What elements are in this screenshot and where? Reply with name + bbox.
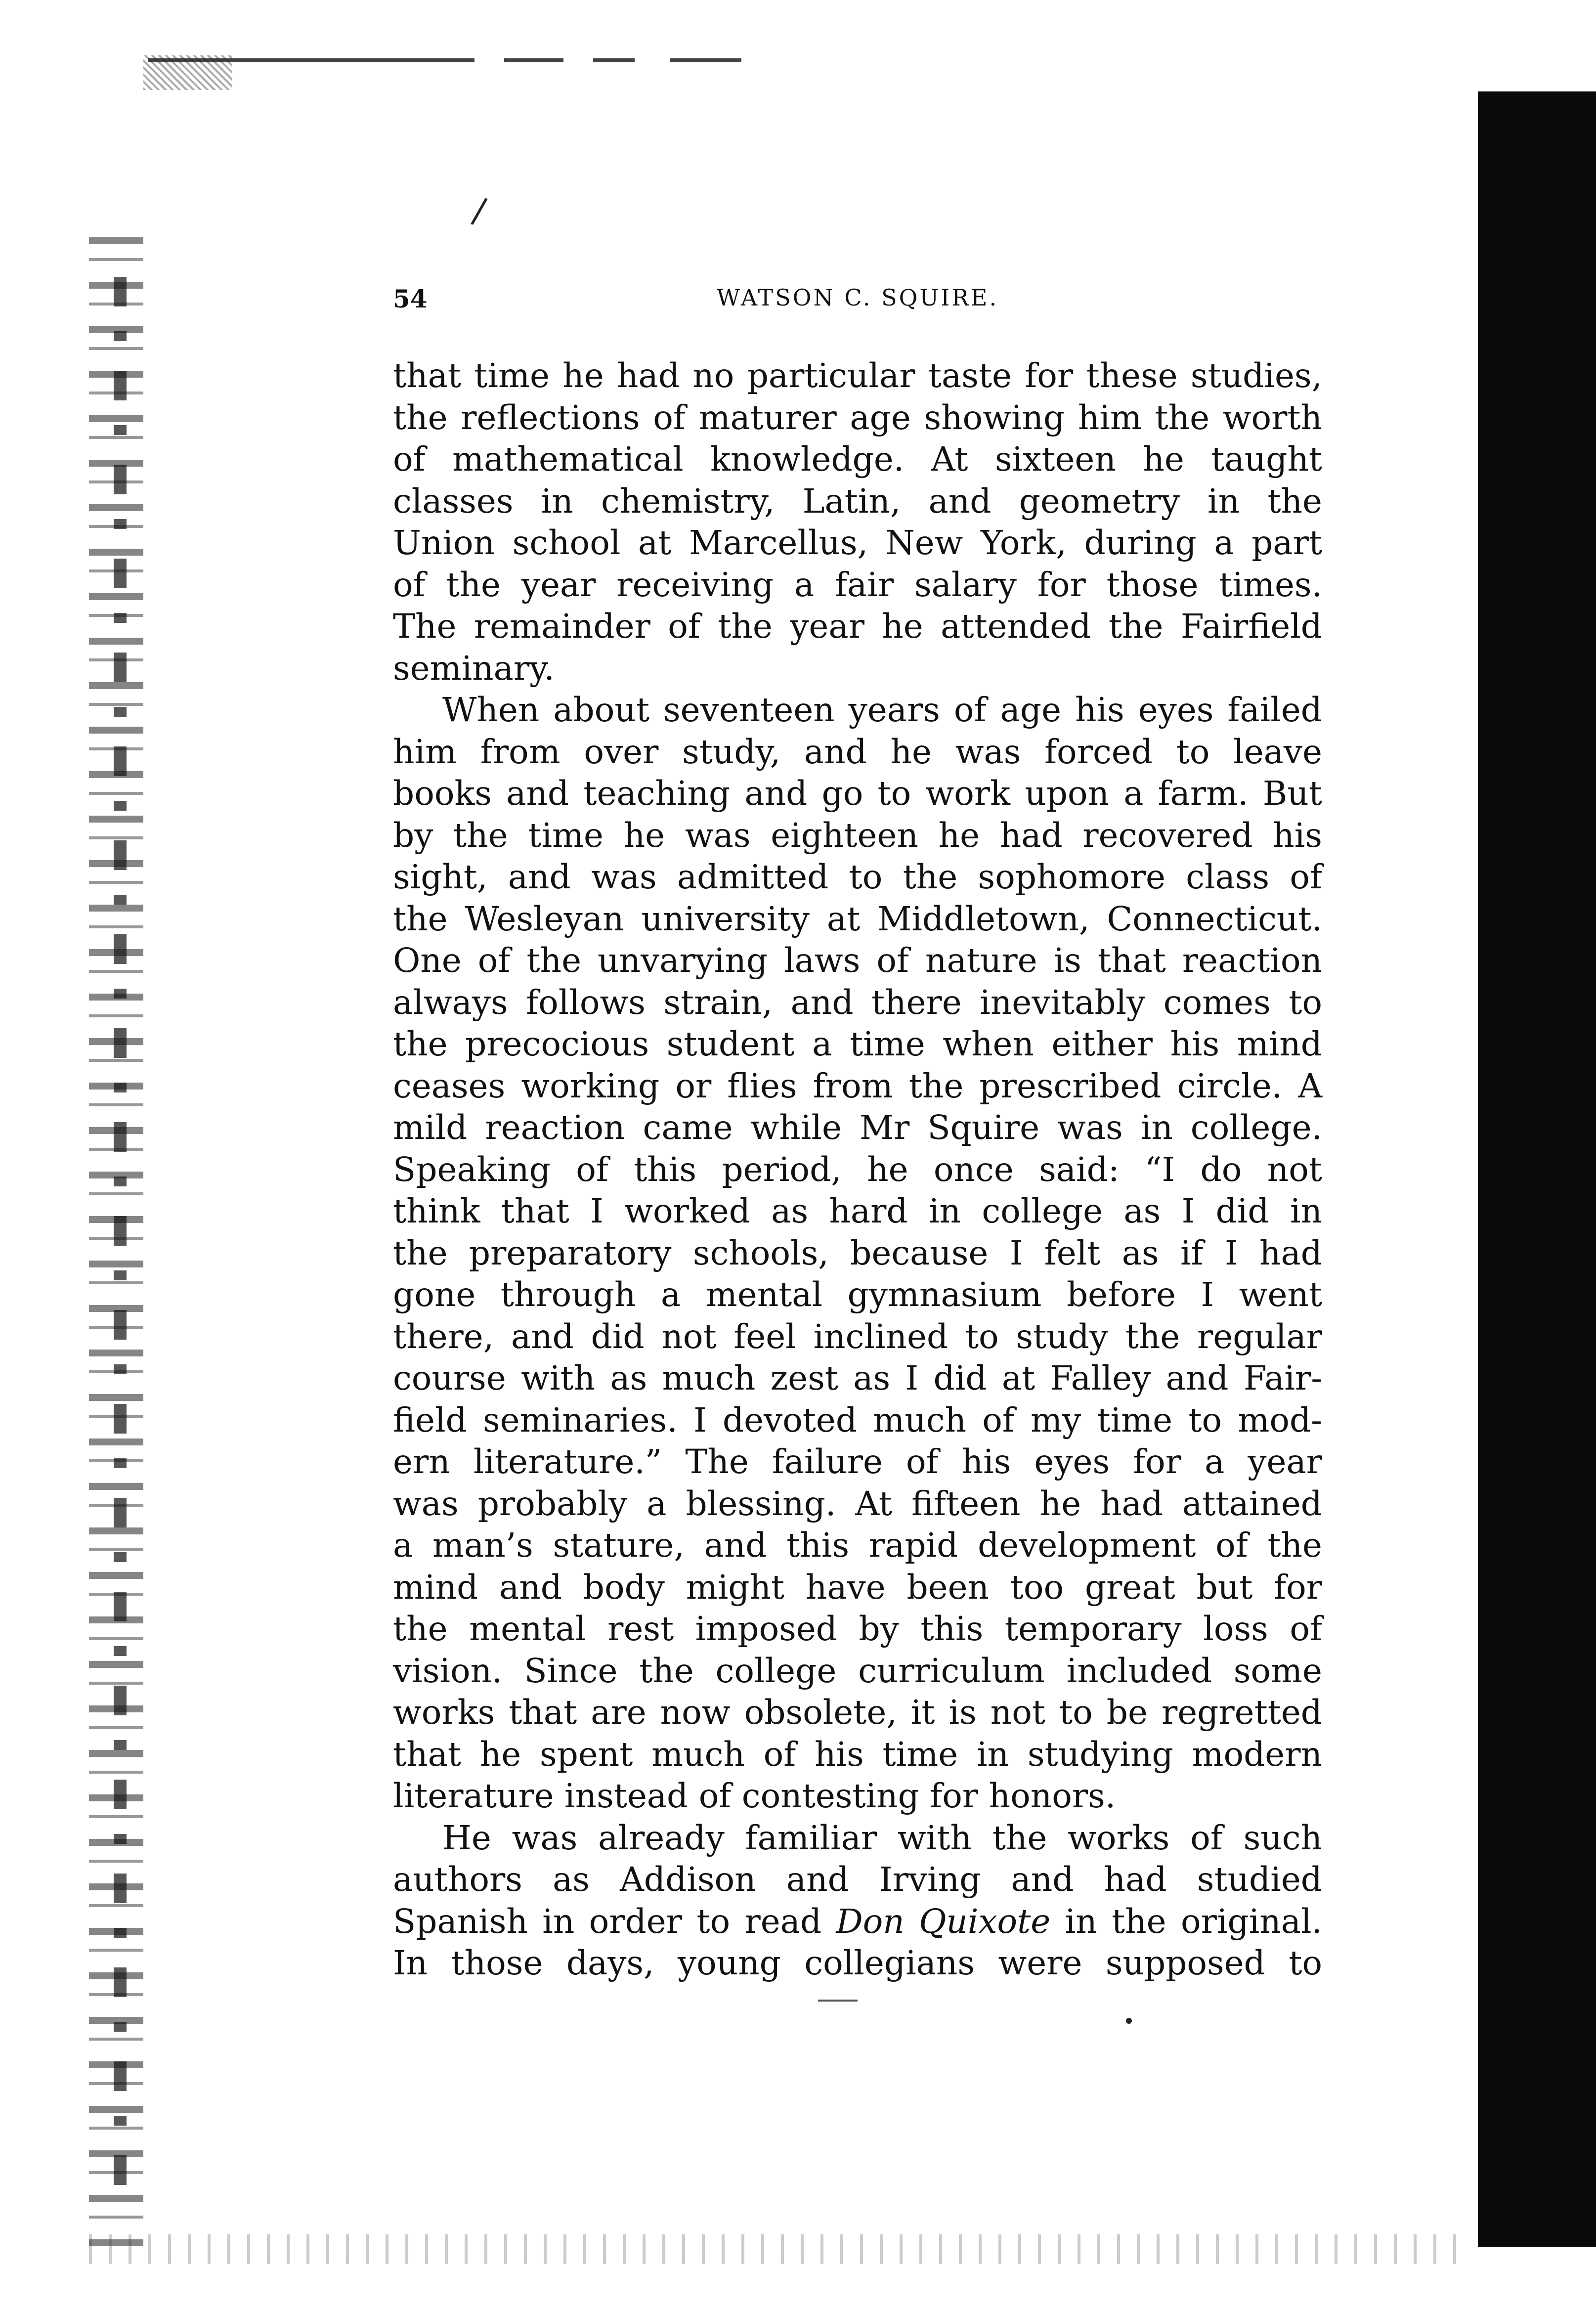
- body-text: [393, 355, 1322, 1984]
- scan-right-dark-edge: [1478, 91, 1596, 2247]
- text-line: Union school at Marcellus, New York, during a part: [393, 523, 1322, 562]
- text-line: ern literature.” The failure of his eyes for a year: [393, 1442, 1322, 1481]
- text-line: course with as much zest as I did at Falley and Fair-: [393, 1358, 1322, 1397]
- page-number: 54: [393, 284, 428, 313]
- text-line: that he spent much of his time in studying modern: [393, 1734, 1322, 1774]
- scan-stray-dot: [1126, 2018, 1132, 2024]
- text-line: sight, and was admitted to the sophomore class of: [393, 857, 1322, 896]
- text-line: When about seventeen years of age his eyes failed: [442, 690, 1322, 729]
- text-line: the reflections of maturer age showing him the worth: [393, 397, 1322, 437]
- scan-top-rule: [148, 58, 741, 62]
- text-line: seminary.: [393, 648, 555, 688]
- text-line: mind and body might have been too great but for: [393, 1567, 1322, 1607]
- text-run: in the original.: [1050, 1901, 1322, 1941]
- text-line: vision. Since the college curriculum included some: [393, 1651, 1322, 1690]
- paragraph-1: [393, 355, 1322, 689]
- scan-stray-mark: /: [469, 189, 489, 232]
- text-line: always follows strain, and there inevitably comes to: [393, 982, 1322, 1022]
- page-header: [393, 284, 1322, 324]
- text-line: books and teaching and go to work upon a farm. But: [393, 774, 1322, 813]
- text-line: there, and did not feel inclined to study the regular: [393, 1316, 1322, 1356]
- text-line: that time he had no particular taste for these studies,: [393, 356, 1322, 395]
- text-line: gone through a mental gymnasium before I went: [393, 1275, 1322, 1314]
- running-title: WATSON C. SQUIRE.: [716, 284, 999, 311]
- scan-bottom-noise: [89, 2234, 1473, 2264]
- text-line: works that are now obsolete, it is not to be regretted: [393, 1693, 1322, 1732]
- text-line: One of the unvarying laws of nature is that reaction: [393, 941, 1322, 980]
- text-line: mild reaction came while Mr Squire was in college.: [393, 1108, 1322, 1147]
- text-line: a man’s stature, and this rapid development of the: [393, 1526, 1322, 1565]
- text-line-with-title: [393, 1901, 1322, 1943]
- text-line: field seminaries. I devoted much of my time to mod-: [393, 1400, 1322, 1439]
- text-line: of the year receiving a fair salary for those times.: [393, 565, 1322, 604]
- paragraph-3: [393, 1817, 1322, 1984]
- text-line: of mathematical knowledge. At sixteen he taught: [393, 439, 1322, 479]
- text-line: him from over study, and he was forced to leave: [393, 732, 1322, 771]
- paragraph-2: [393, 689, 1322, 1817]
- scan-stray-dash: [818, 2000, 858, 2002]
- text-line: the mental rest imposed by this temporary loss of: [393, 1609, 1322, 1648]
- text-line: classes in chemistry, Latin, and geometry in the: [393, 481, 1322, 521]
- text-line: the Wesleyan university at Middletown, Connecticut.: [393, 899, 1322, 938]
- book-title: Don Quixote: [836, 1901, 1051, 1941]
- text-line: by the time he was eighteen he had recovered his: [393, 815, 1322, 855]
- text-line: the precocious student a time when either his mind: [393, 1024, 1322, 1063]
- text-line: The remainder of the year he attended the Fairfield: [393, 607, 1322, 646]
- text-line: Speaking of this period, he once said: “I do not: [393, 1149, 1322, 1189]
- text-line: literature instead of contesting for honors.: [393, 1776, 1116, 1815]
- text-line: think that I worked as hard in college as I did in: [393, 1191, 1322, 1230]
- text-run: Spanish in order to read: [393, 1901, 836, 1941]
- text-line: was probably a blessing. At fifteen he had attained: [393, 1483, 1322, 1523]
- text-line: He was already familiar with the works of such: [442, 1818, 1322, 1857]
- text-line: the preparatory schools, because I felt as if I had: [393, 1233, 1322, 1272]
- text-line: authors as Addison and Irving and had studied: [393, 1860, 1322, 1899]
- scan-binding-edge-dark: [114, 277, 127, 2205]
- text-line: In those days, young collegians were supposed to: [393, 1943, 1322, 1982]
- text-line: ceases working or flies from the prescribed circle. A: [393, 1066, 1322, 1105]
